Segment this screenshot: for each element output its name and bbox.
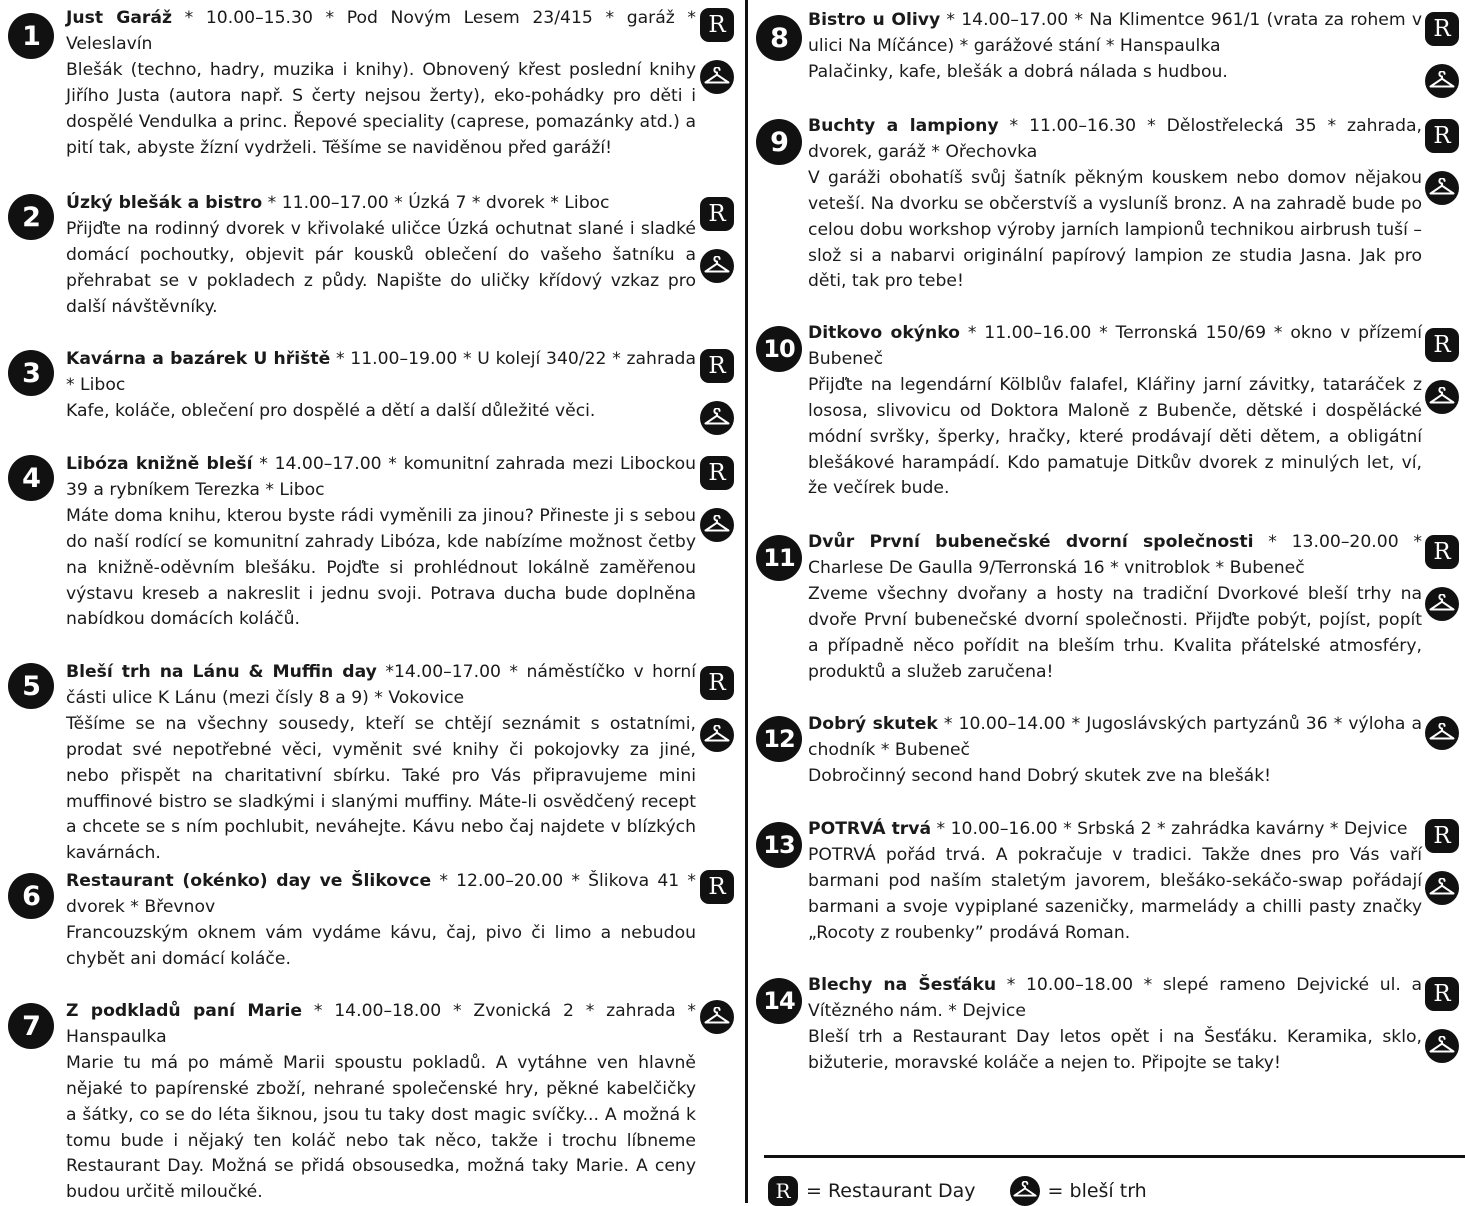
hanger-icon: [1425, 716, 1459, 750]
entry-icons: [700, 197, 738, 301]
legend-flea-label: = bleší trh: [1047, 1180, 1147, 1202]
entry-info: * 11.00–16.00 * Terronská 150/69 * okno v přízemí Bubeneč: [808, 323, 1422, 369]
restaurant-day-icon: R: [1425, 977, 1459, 1011]
hanger-icon: [700, 60, 734, 94]
entry-number: 7: [8, 1003, 54, 1049]
entry-name: POTRVÁ trvá: [808, 819, 932, 839]
entry-name: Kavárna a bazárek U hřiště: [66, 349, 331, 369]
entry-number: 11: [756, 535, 802, 581]
entry-description: Blešák (techno, hadry, muzika i knihy). Obnovený křest poslední knihy Jiřího Justa (autora např. S čerty nejsou žerty), eko-pohádky pro děti i dospělé Vendulka a princ. Řepové speciality (caprese, pomazánky atd.) a pití tak, abyste žízní vydrželi. Těšíme se naviděnou před garáží!: [66, 59, 696, 158]
entry-info: * 13.00–20.00 * Charlese De Gaulla 9/Terronská 16 * vnitroblok * Bubeneč: [808, 532, 1422, 578]
entry-number: 6: [8, 873, 54, 919]
restaurant-day-icon: R: [700, 456, 734, 490]
entry-text: [808, 8, 1422, 86]
restaurant-day-icon: R: [1425, 12, 1459, 46]
hanger-icon: [1010, 1176, 1040, 1206]
entry-description: Kafe, koláče, oblečení pro dospělé a dětí a další důležité věci.: [66, 400, 596, 421]
entry-text: [66, 660, 696, 867]
entry-icons: [700, 456, 738, 560]
entry-number: 4: [8, 455, 54, 501]
entry-text: [808, 973, 1422, 1077]
restaurant-day-icon: R: [1425, 819, 1459, 853]
entry-icons: [1425, 12, 1463, 116]
entry-name: Bistro u Olivy: [808, 10, 941, 30]
entry-name: Bleší trh na Lánu & Muffin day: [66, 662, 377, 682]
restaurant-day-icon: R: [700, 8, 734, 42]
entry-icons: [1425, 328, 1463, 432]
restaurant-day-icon: R: [1425, 328, 1459, 362]
entry-name: Restaurant (okénko) day ve Šlikovce: [66, 871, 432, 891]
entry-text: [808, 321, 1422, 502]
entry-name: Z podkladů paní Marie: [66, 1001, 303, 1021]
entry-text: [66, 191, 696, 321]
entry-icons: [1425, 119, 1463, 223]
entry-text: [808, 114, 1422, 295]
entry-number: 2: [8, 194, 54, 240]
hanger-icon: [700, 249, 734, 283]
entry-icons: [700, 870, 738, 922]
entry-description: V garáži obohatíš svůj šatník pěkným kouskem nebo domov nějakou veteší. Na dvorku se občerstvíš a vysluníš bronz. A na zahradě bude po celou dobu workshop výroby jarních lampionů technikou airbrush tuší – slož si a nabarvi originální papírový lampion ze studia Jasna. Jak pro děti, tak pro tebe!: [808, 167, 1422, 292]
entry-text: [66, 999, 696, 1206]
entry-info: * 14.00–17.00 * komunitní zahrada mezi Libockou 39 a rybníkem Terezka * Liboc: [66, 454, 696, 500]
hanger-icon: [700, 401, 734, 435]
entry-number: 14: [756, 978, 802, 1024]
legend-restaurant-label: = Restaurant Day: [806, 1180, 976, 1202]
entry-description: Přijďte na rodinný dvorek v křivolaké uličce Úzká ochutnat slané i sladké domácí pochoutky, objevit pár kousků oblečení do vašeho šatníku a přehrabat se v pokladech z půdy. Napište do uličky křídový vzkaz pro další návštěvníky.: [66, 218, 696, 317]
entry-number: 8: [756, 15, 802, 61]
hanger-icon: [1425, 1029, 1459, 1063]
entry-description: Palačinky, kafe, blešák a dobrá nálada s hudbou.: [808, 61, 1228, 82]
legend: [768, 1176, 1147, 1206]
entry-description: POTRVÁ pořád trvá. A pokračuje v tradici. Takže dnes pro Vás vaří barmani pod naším staletým javorem, blešáko-sekáčo-swap pořádají barmani a svoje vypiplané sazeničky, marmelády a chilli pasty značky „Rocoty z roubenky” prodává Roman.: [808, 844, 1422, 943]
entry-icons: [700, 8, 738, 112]
entry-info: * 14.00–17.00 * Na Klimentce 961/1 (vrata za rohem v ulici Na Míčánce) * garážové stání * Hanspaulka: [808, 10, 1422, 56]
entry-description: Marie tu má po mámě Marii spoustu pokladů. A vytáhne ven hlavně nějaké to papírenské zboží, nehrané společenské hry, pěkné kabelčičky a šátky, co se do léta šiknou, jsou tu taky dost magic svíčky... A možná k tomu bude i nějaký ten koláč nebo tak něco, takže i trochu líbneme Restaurant Day. Možná se přidá obsousedka, možná taky Marie. A ceny budou určitě miloučké.: [66, 1052, 696, 1203]
entry-icons: [700, 666, 738, 770]
entry-name: Buchty a lampiony: [808, 116, 999, 136]
entry-number: 13: [756, 822, 802, 868]
entry-icons: [1425, 535, 1463, 639]
entry-info: * 14.00–18.00 * Zvonická 2 * zahrada * Hanspaulka: [66, 1001, 696, 1047]
entry-icons: [1425, 716, 1463, 768]
hanger-icon: [1425, 871, 1459, 905]
entry-info: * 11.00–17.00 * Úzká 7 * dvorek * Liboc: [262, 193, 610, 213]
entry-text: [808, 530, 1422, 685]
entry-description: Dobročinný second hand Dobrý skutek zve na blešák!: [808, 765, 1272, 786]
hanger-icon: [1425, 587, 1459, 621]
entry-description: Zveme všechny dvořany a hosty na tradiční Dvorkové bleší trhy na dvoře První bubenečské dvorní společnosti. Přijďte pobýt, pojíst, popít a případně něco pořídit na bleším trhu. Kvalita přátelské atmosféry, produktů a služeb zaručena!: [808, 583, 1422, 682]
entry-number: 3: [8, 350, 54, 396]
entry-name: Blechy na Šesťáku: [808, 975, 997, 995]
entry-icons: [1425, 977, 1463, 1081]
restaurant-day-icon: R: [700, 349, 734, 383]
entry-name: Dvůr První bubenečské dvorní společnosti: [808, 532, 1254, 552]
restaurant-day-icon: R: [1425, 535, 1459, 569]
entry-info: * 10.00–16.00 * Srbská 2 * zahrádka kavárny * Dejvice: [931, 819, 1408, 839]
entry-info: * 11.00–16.30 * Dělostřelecká 35 * zahrada, dvorek, garáž * Ořechovka: [808, 116, 1422, 162]
entry-info: * 10.00–18.00 * slepé rameno Dejvické ul. a Vítězného nám. * Dejvice: [808, 975, 1423, 1021]
column-divider: [745, 0, 748, 1203]
entry-text: [66, 869, 696, 973]
entry-description: Těšíme se na všechny sousedy, kteří se chtějí seznámit s ostatními, prodat své nepotřebné věci, vyměnit své knihy či pokojovky za jiné, nebo přispět na charitativní sbírku. Také pro Vás připravujeme mini muffinové bistro se sladkými i slanými muffiny. Máte-li osvědčený recept a chcete se s ním pochlubit, neváhejte. Kávu nebo čaj najdete v blízkých kavárnách.: [66, 713, 696, 864]
entry-name: Just Garáž: [66, 8, 173, 28]
restaurant-day-icon: R: [700, 666, 734, 700]
entry-number: 1: [8, 13, 54, 59]
entry-number: 5: [8, 663, 54, 709]
hanger-icon: [1425, 64, 1459, 98]
entry-text: [808, 817, 1422, 947]
entry-icons: [700, 349, 738, 453]
entry-info: * 11.00–19.00 * U kolejí 340/22 * zahrada * Liboc: [66, 349, 696, 395]
entry-icons: [1425, 819, 1463, 923]
entry-info: * 10.00–15.30 * Pod Novým Lesem 23/415 * garáž * Veleslavín: [66, 8, 696, 54]
entry-info: *14.00–17.00 * náměstíčko v horní části ulice K Lánu (mezi čísly 8 a 9) * Vokovice: [66, 662, 696, 708]
entry-description: Máte doma knihu, kterou byste rádi vyměnili za jinou? Přineste ji s sebou do naší rodící se komunitní zahrady Libóza, kde nabízíme možnost četby na knižně-oděvním blešáku. Pojďte si prohlédnout lokálně zaměřenou výstavu kreseb a nakreslit i jednu svoji. Potrava ducha bude doplněna nabídkou domácích koláčů.: [66, 505, 696, 630]
entry-name: Dobrý skutek: [808, 714, 938, 734]
restaurant-day-icon: R: [700, 870, 734, 904]
entry-name: Libóza knižně bleší: [66, 454, 253, 474]
entry-number: 9: [756, 119, 802, 165]
entry-icons: [700, 1000, 738, 1052]
entry-info: * 10.00–14.00 * Jugoslávských partyzánů 36 * výloha a chodník * Bubeneč: [808, 714, 1422, 760]
entry-number: 10: [756, 326, 802, 372]
restaurant-day-icon: R: [1425, 119, 1459, 153]
entry-info: * 12.00–20.00 * Šlikova 41 * dvorek * Břevnov: [66, 871, 696, 917]
entry-text: [66, 6, 696, 161]
entry-description: Přijďte na legendární Kölblův falafel, Klářiny jarní závitky, tataráček z lososa, slivovicu od Doktora Maloně z Bubenče, dětské i dospělácké módní svršky, šperky, hračky, které prodávají děti dětem, a obligátní blešákové harampádí. Kdo pamatuje Ditkův dvorek z minulých let, ví, že večírek bude.: [808, 374, 1422, 499]
entry-description: Francouzským oknem vám vydáme kávu, čaj, pivo či limo a nebudou chybět ani domácí koláče.: [66, 922, 696, 969]
entry-description: Bleší trh a Restaurant Day letos opět i na Šesťáku. Keramika, sklo, bižuterie, moravské koláče a nejen to. Připojte se taky!: [808, 1026, 1422, 1073]
hanger-icon: [1425, 171, 1459, 205]
entry-text: [66, 347, 696, 425]
entry-number: 12: [756, 716, 802, 762]
restaurant-day-icon: R: [768, 1176, 798, 1206]
hanger-icon: [700, 1000, 734, 1034]
restaurant-day-icon: R: [700, 197, 734, 231]
entry-name: Ditkovo okýnko: [808, 323, 960, 343]
entry-text: [66, 452, 696, 633]
legend-divider: [764, 1155, 1465, 1158]
hanger-icon: [1425, 380, 1459, 414]
entry-text: [808, 712, 1422, 790]
hanger-icon: [700, 718, 734, 752]
hanger-icon: [700, 508, 734, 542]
entry-name: Úzký blešák a bistro: [66, 193, 263, 213]
